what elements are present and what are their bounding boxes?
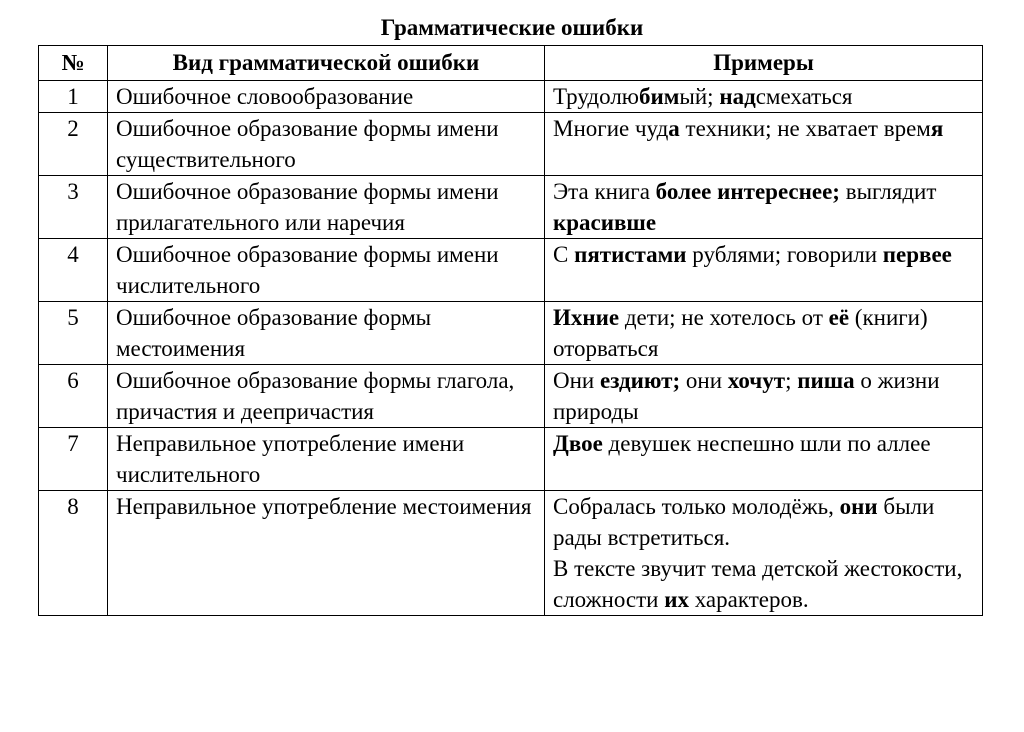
- example-error-fragment: я: [930, 116, 944, 141]
- table-row: [39, 239, 983, 302]
- table-row: [39, 365, 983, 428]
- example-text-fragment: дети; не хотелось от: [619, 305, 829, 330]
- example-text-fragment: техники; не хватает врем: [679, 116, 931, 141]
- table-row: [39, 176, 983, 239]
- error-example: [545, 365, 983, 428]
- error-type: Неправильное употребление имени числительного: [108, 428, 545, 491]
- example-text-fragment: рублями; говорили: [686, 242, 883, 267]
- example-error-fragment: её: [828, 305, 850, 330]
- example-error-fragment: красивше: [553, 210, 657, 235]
- error-example: [545, 302, 983, 365]
- example-text-fragment: характеров.: [688, 587, 809, 612]
- example-text-fragment: смехаться: [755, 84, 853, 109]
- table-row: [39, 428, 983, 491]
- example-text-fragment: Они: [553, 368, 600, 393]
- example-text-fragment: о жизни природы: [553, 368, 940, 424]
- row-number: 3: [39, 176, 108, 239]
- example-error-fragment: их: [664, 587, 689, 612]
- example-text-fragment: ый;: [679, 84, 720, 109]
- row-number: 5: [39, 302, 108, 365]
- error-example: [545, 491, 983, 616]
- table-header-row: [39, 46, 983, 81]
- header-number: №: [39, 46, 108, 81]
- row-number: 7: [39, 428, 108, 491]
- example-error-fragment: бим: [638, 84, 680, 109]
- example-text-fragment: С: [553, 242, 575, 267]
- error-type: Неправильное употребление местоимения: [108, 491, 545, 616]
- example-error-fragment: Двое: [553, 431, 603, 456]
- table-row: [39, 113, 983, 176]
- error-example: [545, 113, 983, 176]
- example-text-fragment: выглядит: [839, 179, 937, 204]
- header-error-type: Вид грамматической ошибки: [108, 46, 545, 81]
- example-error-fragment: пятистами: [574, 242, 687, 267]
- header-examples: Примеры: [545, 46, 983, 81]
- example-error-fragment: более интереснее;: [655, 179, 840, 204]
- error-example: [545, 428, 983, 491]
- example-text-fragment: Собралась только молодёжь,: [553, 494, 840, 519]
- row-number: 8: [39, 491, 108, 616]
- example-text-fragment: Эта книга: [553, 179, 656, 204]
- error-type: Ошибочное образование формы имени прилагательного или наречия: [108, 176, 545, 239]
- table-row: [39, 81, 983, 113]
- error-type: Ошибочное словообразование: [108, 81, 545, 113]
- example-error-fragment: хочут: [727, 368, 786, 393]
- row-number: 1: [39, 81, 108, 113]
- grammar-errors-table: [38, 45, 983, 616]
- example-text-fragment: В тексте звучит тема детской жестокости, сложности: [553, 556, 963, 612]
- example-error-fragment: над: [719, 84, 756, 109]
- error-example: [545, 176, 983, 239]
- row-number: 2: [39, 113, 108, 176]
- example-text-fragment: ;: [785, 368, 798, 393]
- row-number: 4: [39, 239, 108, 302]
- error-example: [545, 81, 983, 113]
- example-text-fragment: (книги) оторваться: [553, 305, 928, 361]
- row-number: 6: [39, 365, 108, 428]
- example-text-fragment: были рады встретиться.: [553, 494, 935, 550]
- example-error-fragment: они: [839, 494, 878, 519]
- table-row: [39, 491, 983, 616]
- example-error-fragment: ездиют;: [599, 368, 681, 393]
- example-error-fragment: пиша: [797, 368, 855, 393]
- example-error-fragment: первее: [882, 242, 952, 267]
- error-type: Ошибочное образование формы имени числительного: [108, 239, 545, 302]
- example-error-fragment: Ихние: [553, 305, 620, 330]
- error-type: Ошибочное образование формы глагола, причастия и деепричастия: [108, 365, 545, 428]
- example-text-fragment: девушек неспешно шли по аллее: [602, 431, 931, 456]
- error-example: [545, 239, 983, 302]
- table-row: [39, 302, 983, 365]
- error-type: Ошибочное образование формы местоимения: [108, 302, 545, 365]
- error-type: Ошибочное образование формы имени существительного: [108, 113, 545, 176]
- example-text-fragment: они: [680, 368, 728, 393]
- example-text-fragment: Многие чуд: [553, 116, 669, 141]
- page-title: Грамматические ошибки: [380, 15, 644, 40]
- example-error-fragment: а: [668, 116, 680, 141]
- example-text-fragment: Трудолю: [553, 84, 639, 109]
